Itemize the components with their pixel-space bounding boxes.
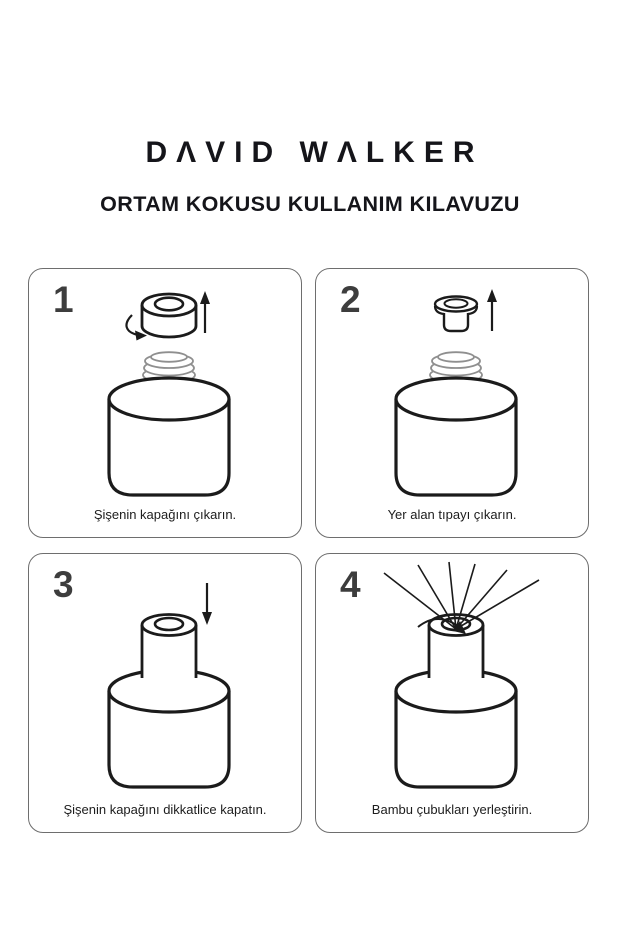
step-number: 4 xyxy=(340,564,361,605)
bottle-cap-close-icon xyxy=(29,554,303,804)
step-panel-2 xyxy=(315,268,589,538)
step-number: 1 xyxy=(53,279,74,320)
step-panel-4 xyxy=(315,553,589,833)
bottle-stopper-pullout-icon xyxy=(316,269,590,509)
bottle-cap-unscrew-icon xyxy=(29,269,303,509)
step-number: 3 xyxy=(53,564,74,605)
step-panel-3 xyxy=(28,553,302,833)
step-panel-1 xyxy=(28,268,302,538)
bottle-body xyxy=(396,670,516,787)
step-caption: Yer alan tıpayı çıkarın. xyxy=(387,507,517,522)
cap-icon xyxy=(142,294,196,337)
up-arrow-icon xyxy=(200,291,210,333)
bamboo-sticks-insert-icon xyxy=(316,554,590,804)
step-caption: Şişenin kapağını dikkatlice kapatın. xyxy=(63,802,267,817)
brand-logo: DΛVID WΛLKER xyxy=(145,136,484,169)
bottle-body xyxy=(109,378,229,495)
step-caption: Bambu çubukları yerleştirin. xyxy=(371,802,533,817)
step-caption: Şişenin kapağını çıkarın. xyxy=(93,507,237,522)
step-number: 2 xyxy=(340,279,361,320)
down-arrow-icon xyxy=(202,583,212,625)
stopper-icon xyxy=(435,297,477,332)
bottle-body xyxy=(109,670,229,787)
bottle-body xyxy=(396,378,516,495)
up-arrow-icon xyxy=(487,289,497,331)
page-subtitle: ORTAM KOKUSU KULLANIM KILAVUZU xyxy=(100,192,520,216)
cap-icon xyxy=(142,615,196,686)
